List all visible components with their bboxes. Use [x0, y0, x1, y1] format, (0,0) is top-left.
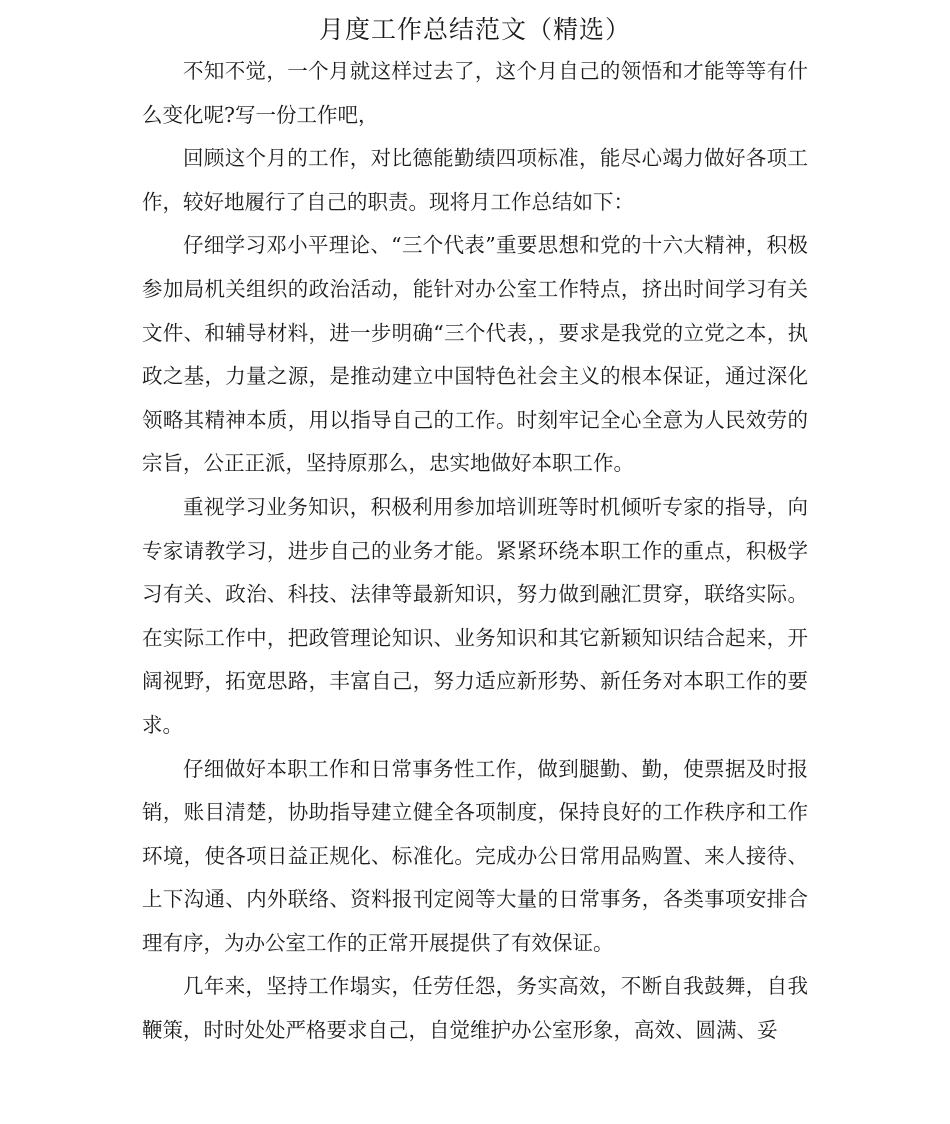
document-title: 月度工作总结范文（精选）	[318, 15, 631, 44]
paragraph-theory-study: 仔细学习邓小平理论、“三个代表”重要思想和党的十六大精神，积极参加局机关组织的政治活动，能针对办公室工作特点，挤出时间学习有关文件、和辅导材料，进一步明确“三个代表，，要求是我党的立党之本，执政之基，力量之源，是推动建立中国特色社会主义的根本保证，通过深化领略其精神本质，用以指导自己的工作。时刻牢记全心全意为人民效劳的宗旨，公正正派，坚持原那么，忠实地做好本职工作。	[142, 233, 808, 476]
document-body	[142, 50, 808, 1053]
paragraph-intro: 不知不觉，一个月就这样过去了，这个月自己的领悟和才能等等有什么变化呢?写一份工作吧，	[142, 59, 808, 127]
paragraph-work-attitude: 几年来，坚持工作塌实，任劳任怨，务实高效，不断自我鼓舞，自我鞭策，时时处处严格要求自己，自觉维护办公室形象，高效、圆满、妥	[142, 974, 808, 1043]
paragraph-review: 回顾这个月的工作，对比德能勤绩四项标准，能尽心竭力做好各项工作，较好地履行了自己的职责。现将月工作总结如下：	[142, 146, 808, 214]
paragraph-daily-work: 仔细做好本职工作和日常事务性工作，做到腿勤、勤，使票据及时报销，账目清楚，协助指导建立健全各项制度，保持良好的工作秩序和工作环境，使各项日益正规化、标准化。完成办公日常用品购置、来人接待、上下沟通、内外联络、资料报刊定阅等大量的日常事务，各类事项安排合理有序，为办公室工作的正常开展提供了有效保证。	[142, 756, 808, 955]
paragraph-business-knowledge: 重视学习业务知识，积极利用参加培训班等时机倾听专家的指导，向专家请教学习，进步自己的业务才能。紧紧环绕本职工作的重点，积极学习有关、政治、科技、法律等最新知识，努力做到融汇贯穿，联络实际。在实际工作中，把政管理论知识、业务知识和其它新颖知识结合起来，开阔视野，拓宽思路，丰富自己，努力适应新形势、新任务对本职工作的要求。	[142, 494, 808, 737]
